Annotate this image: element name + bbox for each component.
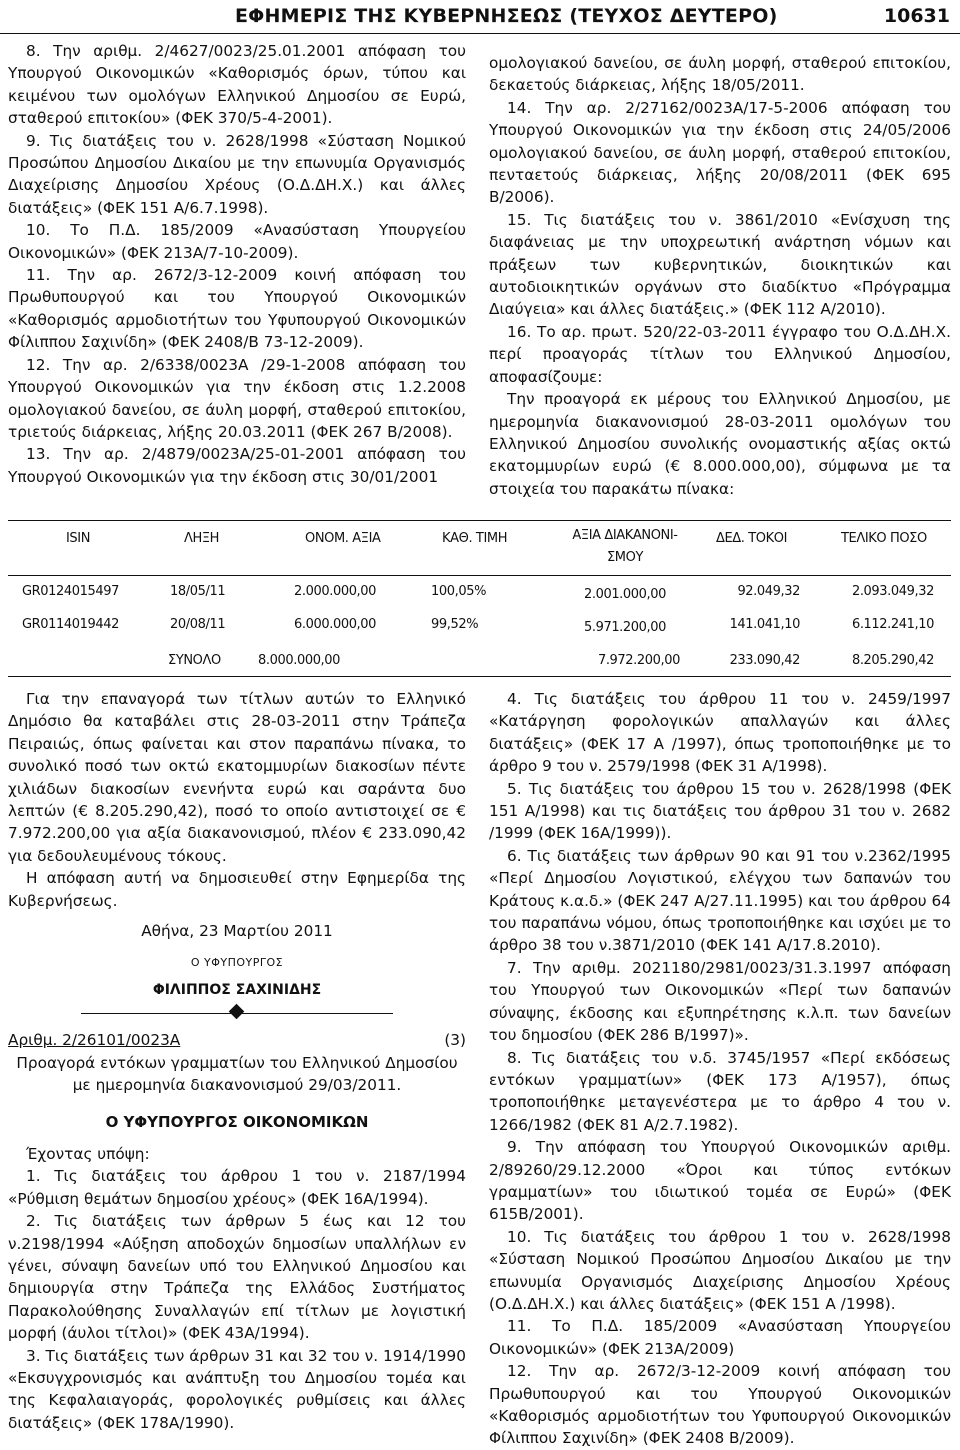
bond-table (8, 520, 951, 675)
paragraph: 9. Τις διατάξεις του ν. 2628/1998 «Σύσταση Νομικού Προσώπου Δημοσίου Δικαίου με την επωνυμία Οργανισμός Διαχείρισης Δημοσίου Χρέους (Ο.Δ.ΔΗ.Χ.) και άλλες διατάξεις» (ΦΕΚ 151 Α/6.7.1998). (8, 131, 466, 217)
paragraph: 14. Την αρ. 2/27162/0023Α/17-5-2006 απόφαση του Υπουργού Οικονομικών για την έκδοση στις 24/05/2006 ομολογιακού δανείου, σε άυλη μορφή, σταθερού επιτοκίου, πενταετούς διάρκειας, λήξης 20/08/2011 (ΦΕΚ 695 Β/2006). (489, 98, 951, 207)
top-left-column (8, 40, 466, 488)
signer-name: ΦΙΛΙΠΠΟΣ ΣΑΧΙΝΙΔΗΣ (152, 981, 322, 998)
cell-maturity: 18/05/11 (170, 584, 226, 599)
header-cell-isin: ISIN (66, 531, 91, 546)
cell-settlement: 2.001.000,00 (583, 587, 667, 602)
paragraph: 16. Το αρ. πρωτ. 520/22-03-2011 έγγραφο του Ο.Δ.ΔΗ.Χ. περί προαγοράς τίτλων του Ελληνικού Δημοσίου, αποφασίζουμε: (489, 322, 951, 386)
header-cell-price: ΚΑΘ. ΤΙΜΗ (442, 531, 508, 546)
paragraph: 6. Τις διατάξεις των άρθρων 90 και 91 του ν.2362/1995 «Περί Δημοσίου Λογιστικού, ελέγχου των δαπανών του Κράτους κ.α.δ.» (ΦΕΚ 247 Α/27.11.1995) και του άρθρου 64 του παραπάνω νόμου, όπως τροποποιήθηκε και ισχύει με το άρθρο 38 του ν.3871/2010 (ΦΕΚ 141 Α/17.8.2010). (489, 846, 951, 955)
cell-interest: 141.041,10 (729, 617, 800, 632)
paragraph: 8. Τις διατάξεις του ν.δ. 3745/1957 «Περί εκδόσεως εντόκων γραμματίων» (ΦΕΚ 173 Α/1957), όπως τροποποιήθηκε μεταγενέστερα με το άρθρο 4 του ν. 1266/1982 (ΦΕΚ 81 Α/2.7.1982). (489, 1048, 951, 1134)
paragraph: 11. Το Π.Δ. 185/2009 «Ανασύσταση Υπουργείου Οικονομικών» (ΦΕΚ 213Α/2009) (489, 1317, 951, 1358)
table-row (8, 576, 951, 609)
paragraph: 15. Τις διατάξεις του ν. 3861/2010 «Ενίσχυση της διαφάνειας με την υποχρεωτική ανάρτηση νόμων και πράξεων των κυβερνητικών, διοικητικών και αυτοδιοικητικών οργάνων στο διαδίκτυο «Πρόγραμμα Διαύγεια» και άλλες διατάξεις.» (ΦΕΚ 112 Α/2010). (489, 210, 951, 319)
paragraph: 8. Την αριθμ. 2/4627/0023/25.01.2001 απόφαση του Υπουργού Οικονομικών «Καθορισμός όρων, τύπου και κειμένου των ομολόγων Ελληνικού Δημοσίου σε Ευρώ, σταθερού επιτοκίου» (ΦΕΚ 370/5-4-2001). (8, 42, 466, 128)
paragraph: Η απόφαση αυτή να δημοσιευθεί στην Εφημερίδα της Κυβερνήσεως. (8, 869, 466, 910)
paragraph: Για την επαναγορά των τίτλων αυτών το Ελληνικό Δημόσιο θα καταβάλει στις 28-03-2011 στην Τράπεζα Πειραιώς, όπως φαίνεται και στον παραπάνω πίνακα, το συνολικό ποσό των οκτώ εκατομμυρίων διακοσίων πέντε χιλιάδων διακοσίων ενενήντα ευρώ και σαράντα δυο λεπτών (€ 8.205.290,42), ποσό το οποίο αντιστοιχεί σε € 7.972.200,00 για αξία διακανονισμού, πλέον € 233.090,42 για δεδουλευμένους τόκους. (8, 690, 466, 865)
total-label: ΣΥΝΟΛΟ (168, 653, 221, 668)
gazette-title: ΕΦΗΜΕΡΙΣ ΤΗΣ ΚΥΒΕΡΝΗΣΕΩΣ (ΤΕΥΧΟΣ ΔΕΥΤΕΡΟ) (235, 5, 778, 27)
header-cell-nominal: ΟΝΟΜ. ΑΞΙΑ (305, 531, 381, 546)
paragraph: 2. Τις διατάξεις των άρθρων 5 έως και 12 του ν.2198/1994 «Αύξηση αποδοχών δημοσίων υπαλλήλων εν γένει, σύναψη δανείων υπό του Ελληνικού Δημοσίου και δημιουργία στην Τράπεζα της Ελλάδος Συστήματος Παρακολούθησης Συναλλαγών επί τίτλων με λογιστική μορφή (άυλοι τίτλοι)» (ΦΕΚ 43Α/1994). (8, 1212, 466, 1343)
total-settlement: 7.972.200,00 (597, 653, 680, 668)
paragraph: 10. Το Π.Δ. 185/2009 «Ανασύσταση Υπουργείου Οικονομικών» (ΦΕΚ 213Α/7-10-2009). (8, 221, 466, 262)
cell-interest: 92.049,32 (737, 584, 800, 599)
having-regard: Έχοντας υπόψη: (26, 1144, 150, 1163)
paragraph: 1. Τις διατάξεις του άρθρου 1 του ν. 2187/1994 «Ρύθμιση θεμάτων δημοσίου χρέους» (ΦΕΚ 16Α/1994). (8, 1167, 466, 1208)
paragraph: 5. Τις διατάξεις του άρθρου 15 του ν. 2628/1998 (ΦΕΚ 151 Α/1998) και τις διατάξεις του άρθρου 31 του ν. 2682 /1999 (ΦΕΚ 16Α/1999)). (489, 779, 951, 843)
table-total-row (8, 642, 951, 675)
cell-nominal: 6.000.000,00 (294, 617, 377, 632)
cell-isin: GR0114019442 (22, 617, 120, 632)
paragraph: 10. Τις διατάξεις του άρθρου 1 του ν. 2628/1998 «Σύσταση Νομικού Προσώπου Δημοσίου Δικαίου με την επωνυμία Οργανισμός Διαχείρισης Δημοσίου Χρέους (Ο.Δ.ΔΗ.Χ.) και άλλες διατάξεις» (ΦΕΚ 151 Α /1998). (489, 1227, 951, 1313)
decision-number-line (8, 1029, 466, 1051)
table-row (8, 609, 951, 642)
paragraph: 11. Την αρ. 2672/3-12-2009 κοινή απόφαση του Πρωθυπουργού και του Υπουργού Οικονομικών «Καθορισμός αρμοδιοτήτων του Υφυπουργού Οικονομικών Φίλιππου Σαχινίδη» (ΦΕΚ 2408/Β 73-12-2009). (8, 266, 466, 352)
diamond-icon (229, 1004, 245, 1020)
decision-number: Αριθμ. 2/26101/0023Α (8, 1031, 181, 1050)
paragraph: 4. Τις διατάξεις του άρθρου 11 του ν. 2459/1997 «Κατάργηση φορολογικών απαλλαγών και άλλες διατάξεις» (ΦΕΚ 17 Α /1997), όπως τροποποιήθηκε με το άρθρο 9 του ν. 2579/1998 (ΦΕΚ 31 Α/1998). (489, 690, 951, 776)
header-cell-settlement: ΑΞΙΑ ΔΙΑΚΑΝΟΝΙ-ΣΜΟΥ (572, 528, 678, 565)
cell-final: 2.093.049,32 (851, 584, 934, 599)
minister-title: Ο ΥΦΥΠΟΥΡΓΟΣ ΟΙΚΟΝΟΜΙΚΩΝ (105, 1112, 369, 1131)
cell-nominal: 2.000.000,00 (294, 584, 377, 599)
cell-maturity: 20/08/11 (170, 617, 226, 632)
header-cell-maturity: ΛΗΞΗ (184, 531, 220, 546)
page-number: 10631 (883, 5, 950, 27)
paragraph: 7. Την αριθμ. 2021180/2981/0023/31.3.1997 απόφαση του Υπουργού των Οικονομικών «Περί των δαπανών σύναψης, έκδοσης και εξυπηρέτησης κ.λ.π. των δανείων του δημοσίου (ΦΕΚ 286 Β/1997)». (489, 958, 951, 1045)
bottom-right-column (489, 688, 951, 1450)
table-bottom-rule (8, 676, 951, 677)
cell-settlement: 5.971.200,00 (583, 620, 667, 635)
cell-isin: GR0124015497 (22, 584, 120, 599)
section-separator (8, 1003, 466, 1025)
paragraph: 13. Την αρ. 2/4879/0023Α/25-01-2001 απόφαση του Υπουργού Οικονομικών για την έκδοση στις 30/01/2001 (8, 445, 466, 486)
decision-description: Προαγορά εντόκων γραμματίων του Ελληνικού Δημοσίου με ημερομηνία διακανονισμού 29/03/2011. (16, 1053, 458, 1095)
paragraph: 12. Την αρ. 2/6338/0023Α /29-1-2008 απόφαση του Υπουργού Οικονομικών για την έκδοση στις 1.2.2008 ομολογιακού δανείου, σε άυλη μορφή, σταθερού επιτοκίου, τριετούς διάρκειας, λήξης 20.03.2011 (ΦΕΚ 267 Β/2008). (8, 355, 466, 441)
table-header-row (8, 520, 951, 576)
paragraph: ομολογιακού δανείου, σε άυλη μορφή, σταθερού επιτοκίου, δεκαετούς διάρκειας, λήξης 18/05/2011. (489, 54, 951, 95)
cell-final: 6.112.241,10 (851, 617, 934, 632)
cell-price: 100,05% (431, 584, 487, 599)
header-cell-interest: ΔΕΔ. ΤΟΚΟΙ (716, 531, 788, 546)
paragraph: 12. Την αρ. 2672/3-12-2009 κοινή απόφαση του Πρωθυπουργού και του Υπουργού Οικονομικών «Καθορισμός αρμοδιοτήτων του Υφυπουργού Οικονομικών Φίλιππου Σαχινίδη» (ΦΕΚ 2408 Β/2009). (489, 1362, 951, 1448)
cell-price: 99,52% (431, 617, 479, 632)
top-right-column (489, 52, 951, 500)
total-nominal: 8.000.000,00 (258, 653, 341, 668)
bottom-left-column (8, 688, 466, 1434)
paragraph: 3. Τις διατάξεις των άρθρων 31 και 32 του ν. 1914/1990 «Εκσυγχρονισμός και ανάπτυξη του Δημοσίου τομέα και της Κεφαλαιαγοράς, φορολογικές ρυθμίσεις και άλλες διατάξεις» (ΦΕΚ 178Α/1990). (8, 1346, 466, 1432)
total-final: 8.205.290,42 (851, 653, 934, 668)
decision-count: (3) (444, 1031, 466, 1050)
header-cell-final: ΤΕΛΙΚΟ ΠΟΣΟ (841, 531, 927, 546)
total-interest: 233.090,42 (729, 653, 800, 668)
page-header (0, 3, 960, 33)
signer-title: Ο ΥΦΥΠΟΥΡΓΟΣ (190, 956, 284, 970)
paragraph: Την προαγορά εκ μέρους του Ελληνικού Δημοσίου, με ημερομηνία διακανονισμού 28-03-2011 ομολόγων του Ελληνικού Δημοσίου συνολικής ονομαστικής αξίας οκτώ εκατομμυρίων ευρώ (€ 8.000.000,00), σύμφωνα με τα στοιχεία του παρακάτω πίνακα: (489, 390, 951, 498)
place-date: Αθήνα, 23 Μαρτίου 2011 (141, 922, 333, 941)
paragraph: 9. Την απόφαση του Υπουργού Οικονομικών αριθμ. 2/89260/29.12.2000 «Όροι και τύπος εντόκων γραμματίων» του ιδιωτικού τομέα σε Ευρώ» (ΦΕΚ 615Β/2001). (489, 1138, 951, 1224)
header-rule (0, 33, 960, 34)
